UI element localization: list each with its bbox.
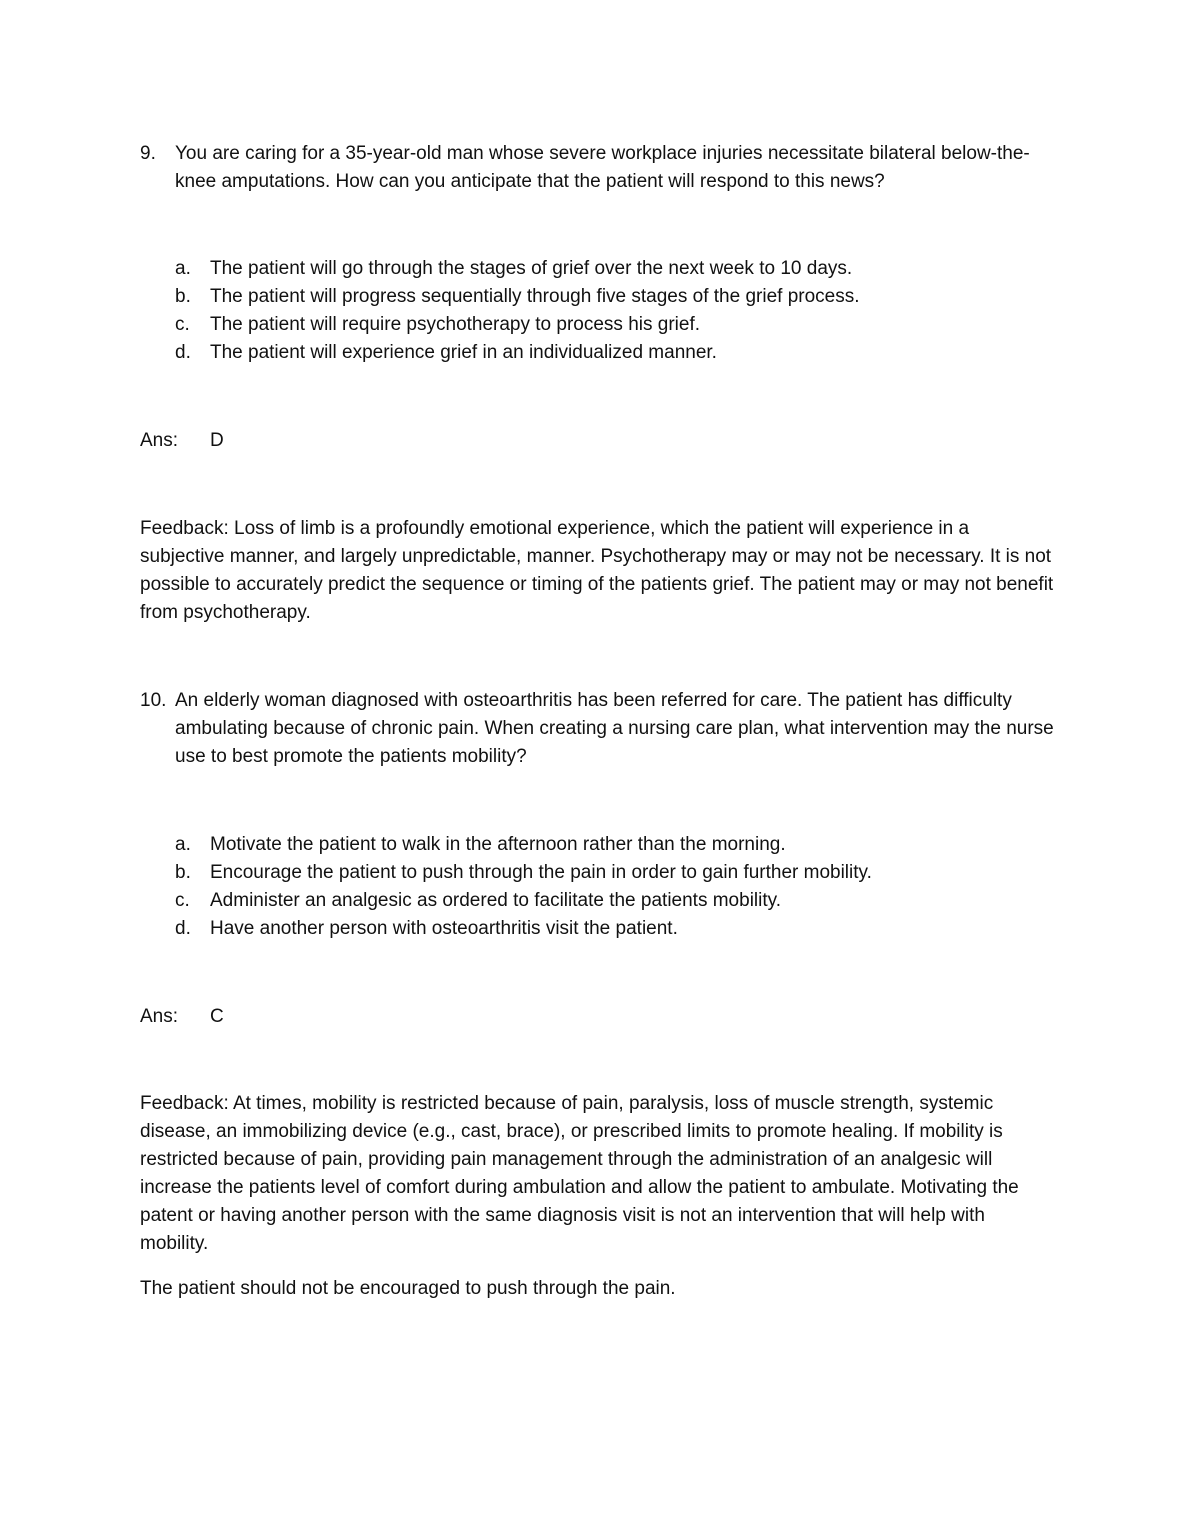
option-a: a. Motivate the patient to walk in the afternoon rather than the morning. <box>175 834 786 855</box>
feedback-note: The patient should not be encouraged to push through the pain. <box>140 1278 676 1299</box>
question-number: 10. <box>140 690 167 711</box>
question-text: You are caring for a 35-year-old man whose severe workplace injuries necessitate bilateral below-the- knee amputations. How can you anticipate that the patient will respond to this news? <box>175 143 1030 192</box>
options-list <box>175 831 1055 943</box>
feedback: Feedback: At times, mobility is restricted because of pain, paralysis, loss of muscle strength, systemic disease, an immobilizing device (e.g., cast, brace), or prescribed limits to promote healing. If mobility is restricted because of pain, providing pain management through the administration of an analgesic will increase the patients level of comfort during ambulation and allow the patient to ambulate. Motivating the patent or having another person with the same diagnosis visit is not an intervention that will help with mobility. <box>140 1093 1019 1254</box>
options-list <box>175 255 1055 367</box>
question-text: An elderly woman diagnosed with osteoarthritis has been referred for care. The patient has difficulty ambulating because of chronic pain. When creating a nursing care plan, what intervention may the nurse use to best promote the patients mobility? <box>175 690 1054 767</box>
option-c: c. Administer an analgesic as ordered to facilitate the patients mobility. <box>175 890 782 911</box>
option-d: d. Have another person with osteoarthritis visit the patient. <box>175 918 678 939</box>
answer: Ans: C <box>140 1006 224 1027</box>
option-c: c. The patient will require psychotherapy to process his grief. <box>175 314 701 335</box>
question-9 <box>140 140 1060 196</box>
option-d: d. The patient will experience grief in an individualized manner. <box>175 342 717 363</box>
question-number: 9. <box>140 143 156 164</box>
option-b: b. Encourage the patient to push through the pain in order to gain further mobility. <box>175 862 872 883</box>
answer: Ans: D <box>140 430 224 451</box>
option-b: b. The patient will progress sequentially through five stages of the grief process. <box>175 286 860 307</box>
question-10 <box>140 687 1060 771</box>
option-a: a. The patient will go through the stages of grief over the next week to 10 days. <box>175 258 853 279</box>
feedback: Feedback: Loss of limb is a profoundly emotional experience, which the patient will experience in a subjective manner, and largely unpredictable, manner. Psychotherapy may or may not be necessary. It is not possible to accurately predict the sequence or timing of the patients grief. The patient may or may not benefit from psychotherapy. <box>140 518 1054 623</box>
